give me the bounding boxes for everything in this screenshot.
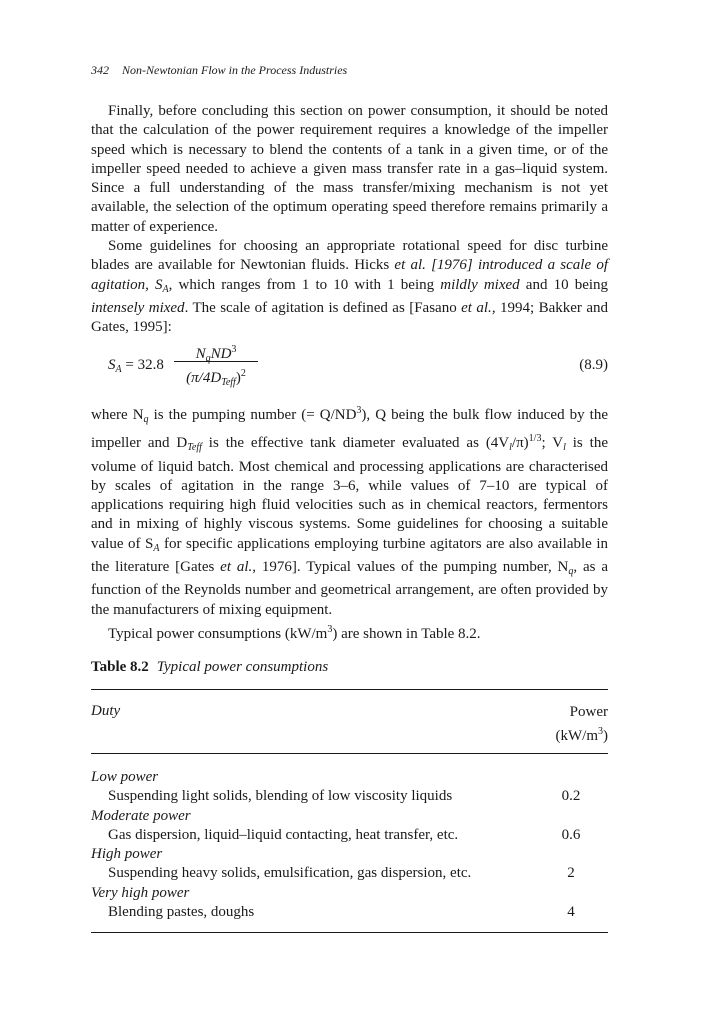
table-cell-power: 2 xyxy=(567,865,575,882)
table-bottom-rule xyxy=(91,932,608,933)
equation-fraction xyxy=(174,340,258,388)
equation-number: (8.9) xyxy=(579,357,608,373)
equation-lhs: $S_A = 32.8$ xyxy=(108,357,164,375)
paragraph-4: Typical power consumptions $(kW/m^3)$ are shown in Table 8.2. xyxy=(108,623,481,642)
body-text xyxy=(91,102,608,338)
running-header xyxy=(91,63,347,78)
table-cell-duty: Suspending light solids, blending of low viscosity liquids xyxy=(108,788,453,805)
table-top-rule xyxy=(91,689,608,690)
equation-8-9 xyxy=(108,340,608,390)
column-header-duty: Duty xyxy=(91,703,121,719)
table-cell-duty: Gas dispersion, liquid–liquid contacting, heat transfer, etc. xyxy=(108,826,459,843)
table-body xyxy=(91,768,608,922)
paragraph-3: where $N_q$ is the pumping number (= $Q/ND^3$), Q being the bulk flow induced by the impeller and $D_{Teff}$ is the effective tank diameter evaluated as $(4V_l/\pi)^{1/3}$; $V_l$ is the volume of liquid batch. Most chemical and processing applications are characterised by scales of agitation in the range 3–6, while values of 7–10 are typical of applications requiring high fluid velocities such as in chemical reactors, fermentors and in mixing of highly viscous systems. Some guidelines for choosing a suitable value of $S_A$ for specific applications employing turbine agitators are also available in the literature [Gates et al., 1976]. Typical values of the pumping number, $N_q$, as a function of the Reynolds number and geometrical arrangement, are often provided by the manufacturers of mixing equipment. xyxy=(91,405,609,618)
table-row xyxy=(91,826,608,845)
table-cell-duty: Blending pastes, doughs xyxy=(108,904,255,921)
column-header-power: Power $(kW/m^3)$ xyxy=(555,704,608,744)
table-category-row: Low power xyxy=(91,769,159,785)
paragraph-2: Some guidelines for choosing an appropriate rotational speed for disc turbine blades are available for Newtonian fluids. Hicks et al. [1976] introduced a scale of agitation, $S_A$, which ranges from 1 to 10 with 1 being mildly mixed and 10 being intensely mixed. The scale of agitation is defined as [Fasano et al., 1994; Bakker and Gates, 1995]: xyxy=(91,238,609,336)
table-row xyxy=(91,903,608,922)
table-cell-power: 4 xyxy=(567,904,575,921)
table-caption xyxy=(91,659,328,676)
table-label: Table 8.2 xyxy=(91,659,149,675)
equation-numerator: $N_qND^3$ xyxy=(195,344,237,364)
page-number: 342 xyxy=(91,63,109,77)
equation-denominator: $(\pi/4D_{Teff})^2$ xyxy=(186,368,246,388)
table-category-row: Moderate power xyxy=(91,807,191,824)
table-category-row: High power xyxy=(91,846,163,863)
table-row xyxy=(91,787,608,806)
table-header-rule xyxy=(91,753,608,754)
table-cell-duty: Suspending heavy solids, emulsification, gas dispersion, etc. xyxy=(108,865,472,882)
table-category-row: Very high power xyxy=(91,884,190,901)
table-cell-power: 0.2 xyxy=(561,788,581,805)
table-row xyxy=(91,864,608,883)
running-title: Non-Newtonian Flow in the Process Industries xyxy=(122,63,348,77)
table-title: Typical power consumptions xyxy=(156,659,329,675)
body-text-continued xyxy=(91,401,608,644)
paragraph-1: Finally, before concluding this section on power consumption, it should be noted that the calculation of the power requirement requires a knowledge of the impeller speed which is necessary to blend the contents of a tank in a given time, or of the impeller speed needed to achieve a given mass transfer rate in a gas–liquid system. Since a full understanding of the mass transfer/mixing mechanism is not yet available, the selection of the optimum operating speed therefore remains primarily a matter of experience. xyxy=(91,103,608,235)
table-cell-power: 0.6 xyxy=(561,826,581,843)
